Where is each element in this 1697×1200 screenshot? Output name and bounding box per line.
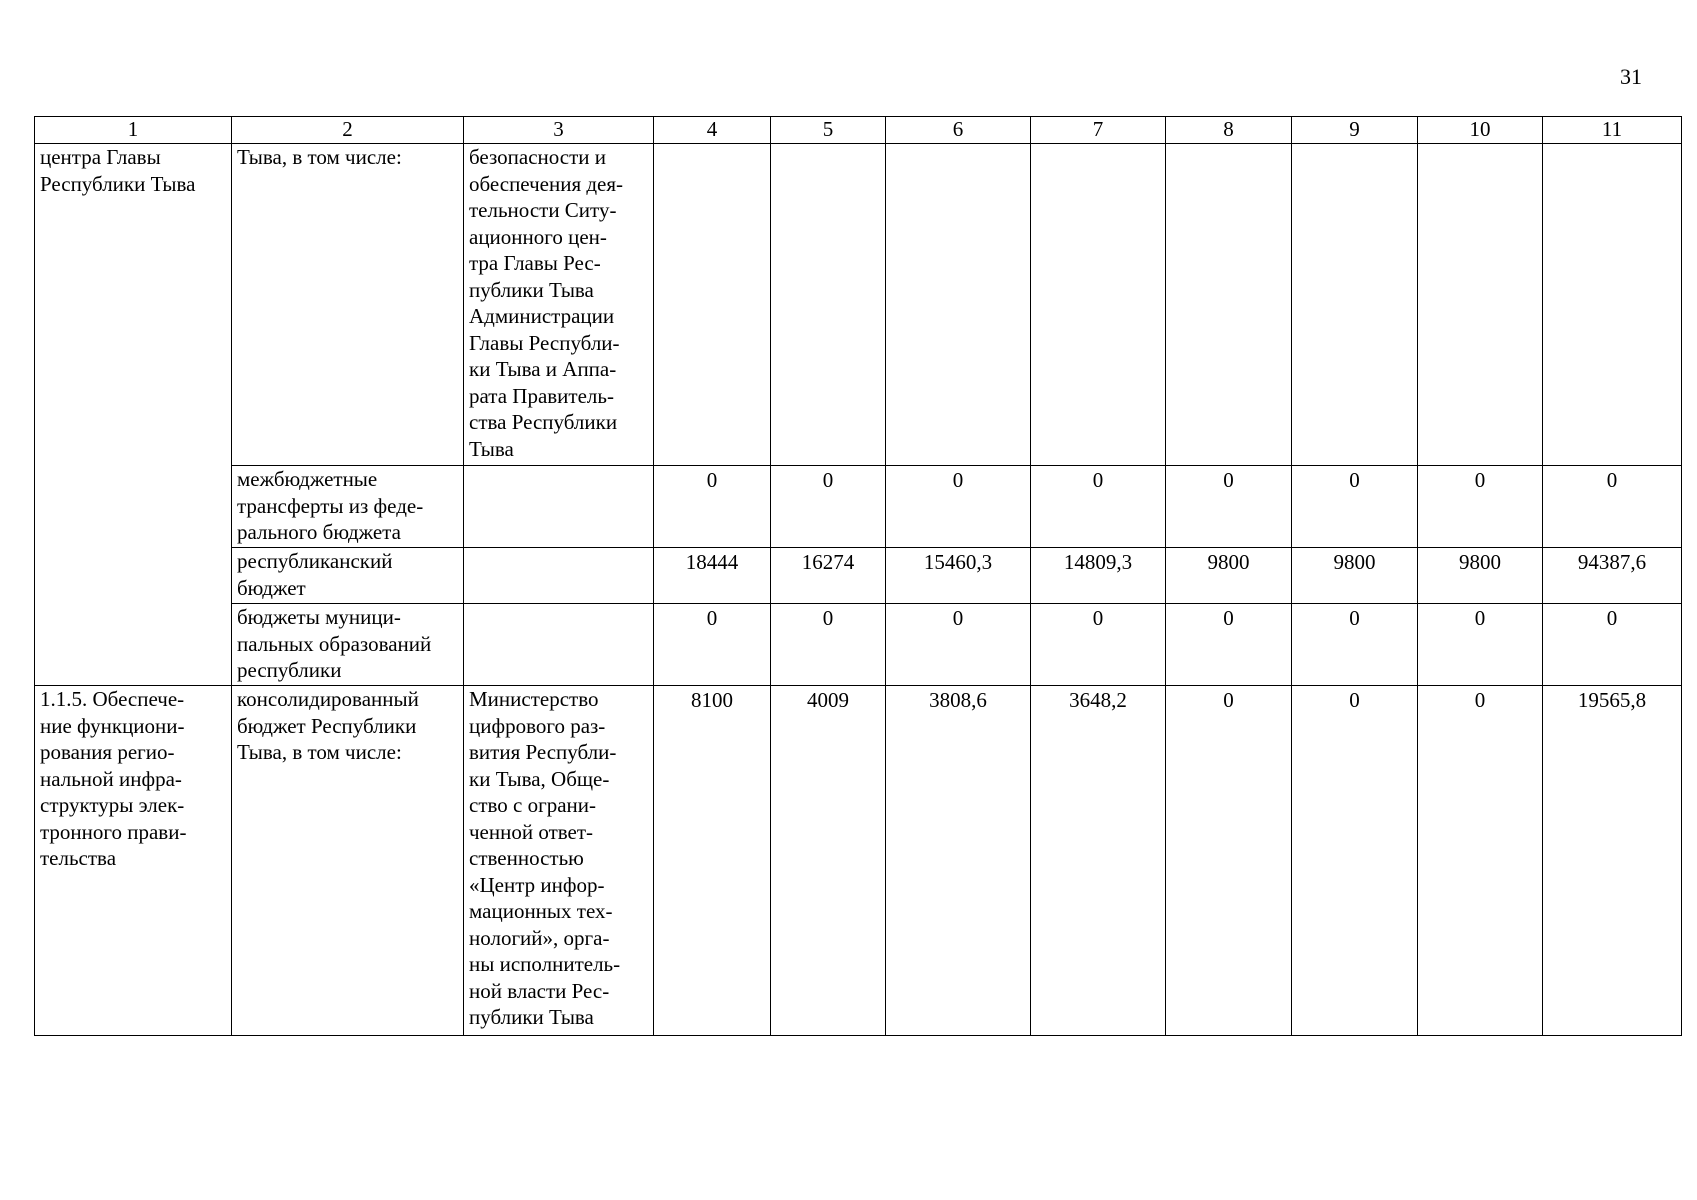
executor-cell <box>464 604 654 686</box>
value-cell: 0 <box>1418 466 1543 548</box>
value-cell: 0 <box>886 466 1031 548</box>
value-cell: 0 <box>886 604 1031 686</box>
value-cell: 19565,8 <box>1543 686 1682 1036</box>
table-row <box>35 604 1682 686</box>
value-cell: 0 <box>1031 604 1166 686</box>
column-header: 6 <box>886 117 1031 144</box>
funding-source-cell: республиканский бюджет <box>232 548 464 604</box>
value-cell: 14809,3 <box>1031 548 1166 604</box>
value-cell: 0 <box>1166 686 1292 1036</box>
value-cell: 0 <box>1166 466 1292 548</box>
funding-source-cell: бюджеты муници- пальных образований республики <box>232 604 464 686</box>
value-cell: 0 <box>1166 604 1292 686</box>
value-cell: 94387,6 <box>1543 548 1682 604</box>
value-cell: 0 <box>771 466 886 548</box>
column-header: 2 <box>232 117 464 144</box>
budget-table <box>34 116 1682 1036</box>
value-cell <box>1543 144 1682 466</box>
value-cell <box>1166 144 1292 466</box>
executor-cell: Министерство цифрового раз- вития Республи- ки Тыва, Обще- ство с ограни- ченной ответ- ственностью «Центр инфор- мационных тех- нологий», орга- ны исполнитель- ной власти Рес- публики Тыва <box>464 686 654 1036</box>
funding-source-cell: Тыва, в том числе: <box>232 144 464 466</box>
value-cell: 0 <box>1292 604 1418 686</box>
value-cell: 0 <box>1543 466 1682 548</box>
value-cell: 0 <box>1418 604 1543 686</box>
table-row <box>35 548 1682 604</box>
column-header: 8 <box>1166 117 1292 144</box>
value-cell: 3648,2 <box>1031 686 1166 1036</box>
value-cell: 3808,6 <box>886 686 1031 1036</box>
table-row <box>35 686 1682 1036</box>
executor-cell <box>464 466 654 548</box>
column-header: 3 <box>464 117 654 144</box>
value-cell: 9800 <box>1292 548 1418 604</box>
column-header: 1 <box>35 117 232 144</box>
column-header: 4 <box>654 117 771 144</box>
column-header: 7 <box>1031 117 1166 144</box>
table-row <box>35 144 1682 466</box>
value-cell <box>771 144 886 466</box>
value-cell: 9800 <box>1166 548 1292 604</box>
value-cell: 4009 <box>771 686 886 1036</box>
value-cell: 15460,3 <box>886 548 1031 604</box>
column-header: 9 <box>1292 117 1418 144</box>
value-cell: 0 <box>1543 604 1682 686</box>
value-cell <box>1031 144 1166 466</box>
page-number: 31 <box>1620 64 1642 89</box>
value-cell: 0 <box>654 604 771 686</box>
funding-source-cell: межбюджетные трансферты из феде- рального бюджета <box>232 466 464 548</box>
funding-source-cell: консолидированный бюджет Республики Тыва, в том числе: <box>232 686 464 1036</box>
value-cell: 0 <box>654 466 771 548</box>
value-cell: 0 <box>1292 466 1418 548</box>
value-cell: 9800 <box>1418 548 1543 604</box>
value-cell: 0 <box>1418 686 1543 1036</box>
value-cell <box>886 144 1031 466</box>
value-cell: 18444 <box>654 548 771 604</box>
column-header: 5 <box>771 117 886 144</box>
event-name-cell: 1.1.5. Обеспече- ние функциони- рования регио- нальной инфра- структуры элек- тронного прави- тельства <box>35 686 232 1036</box>
column-header: 11 <box>1543 117 1682 144</box>
executor-cell: безопасности и обеспечения дея- тельности Ситу- ационного цен- тра Главы Рес- публики Тыва Администрации Главы Республи- ки Тыва и Аппа- рата Правитель- ства Республики Тыва <box>464 144 654 466</box>
value-cell <box>1292 144 1418 466</box>
value-cell <box>1418 144 1543 466</box>
value-cell: 0 <box>1031 466 1166 548</box>
value-cell <box>654 144 771 466</box>
column-number-row <box>35 117 1682 144</box>
event-name-cell: центра Главы Республики Тыва <box>35 144 232 686</box>
table-row <box>35 466 1682 548</box>
value-cell: 0 <box>1292 686 1418 1036</box>
value-cell: 0 <box>771 604 886 686</box>
executor-cell <box>464 548 654 604</box>
column-header: 10 <box>1418 117 1543 144</box>
value-cell: 16274 <box>771 548 886 604</box>
value-cell: 8100 <box>654 686 771 1036</box>
